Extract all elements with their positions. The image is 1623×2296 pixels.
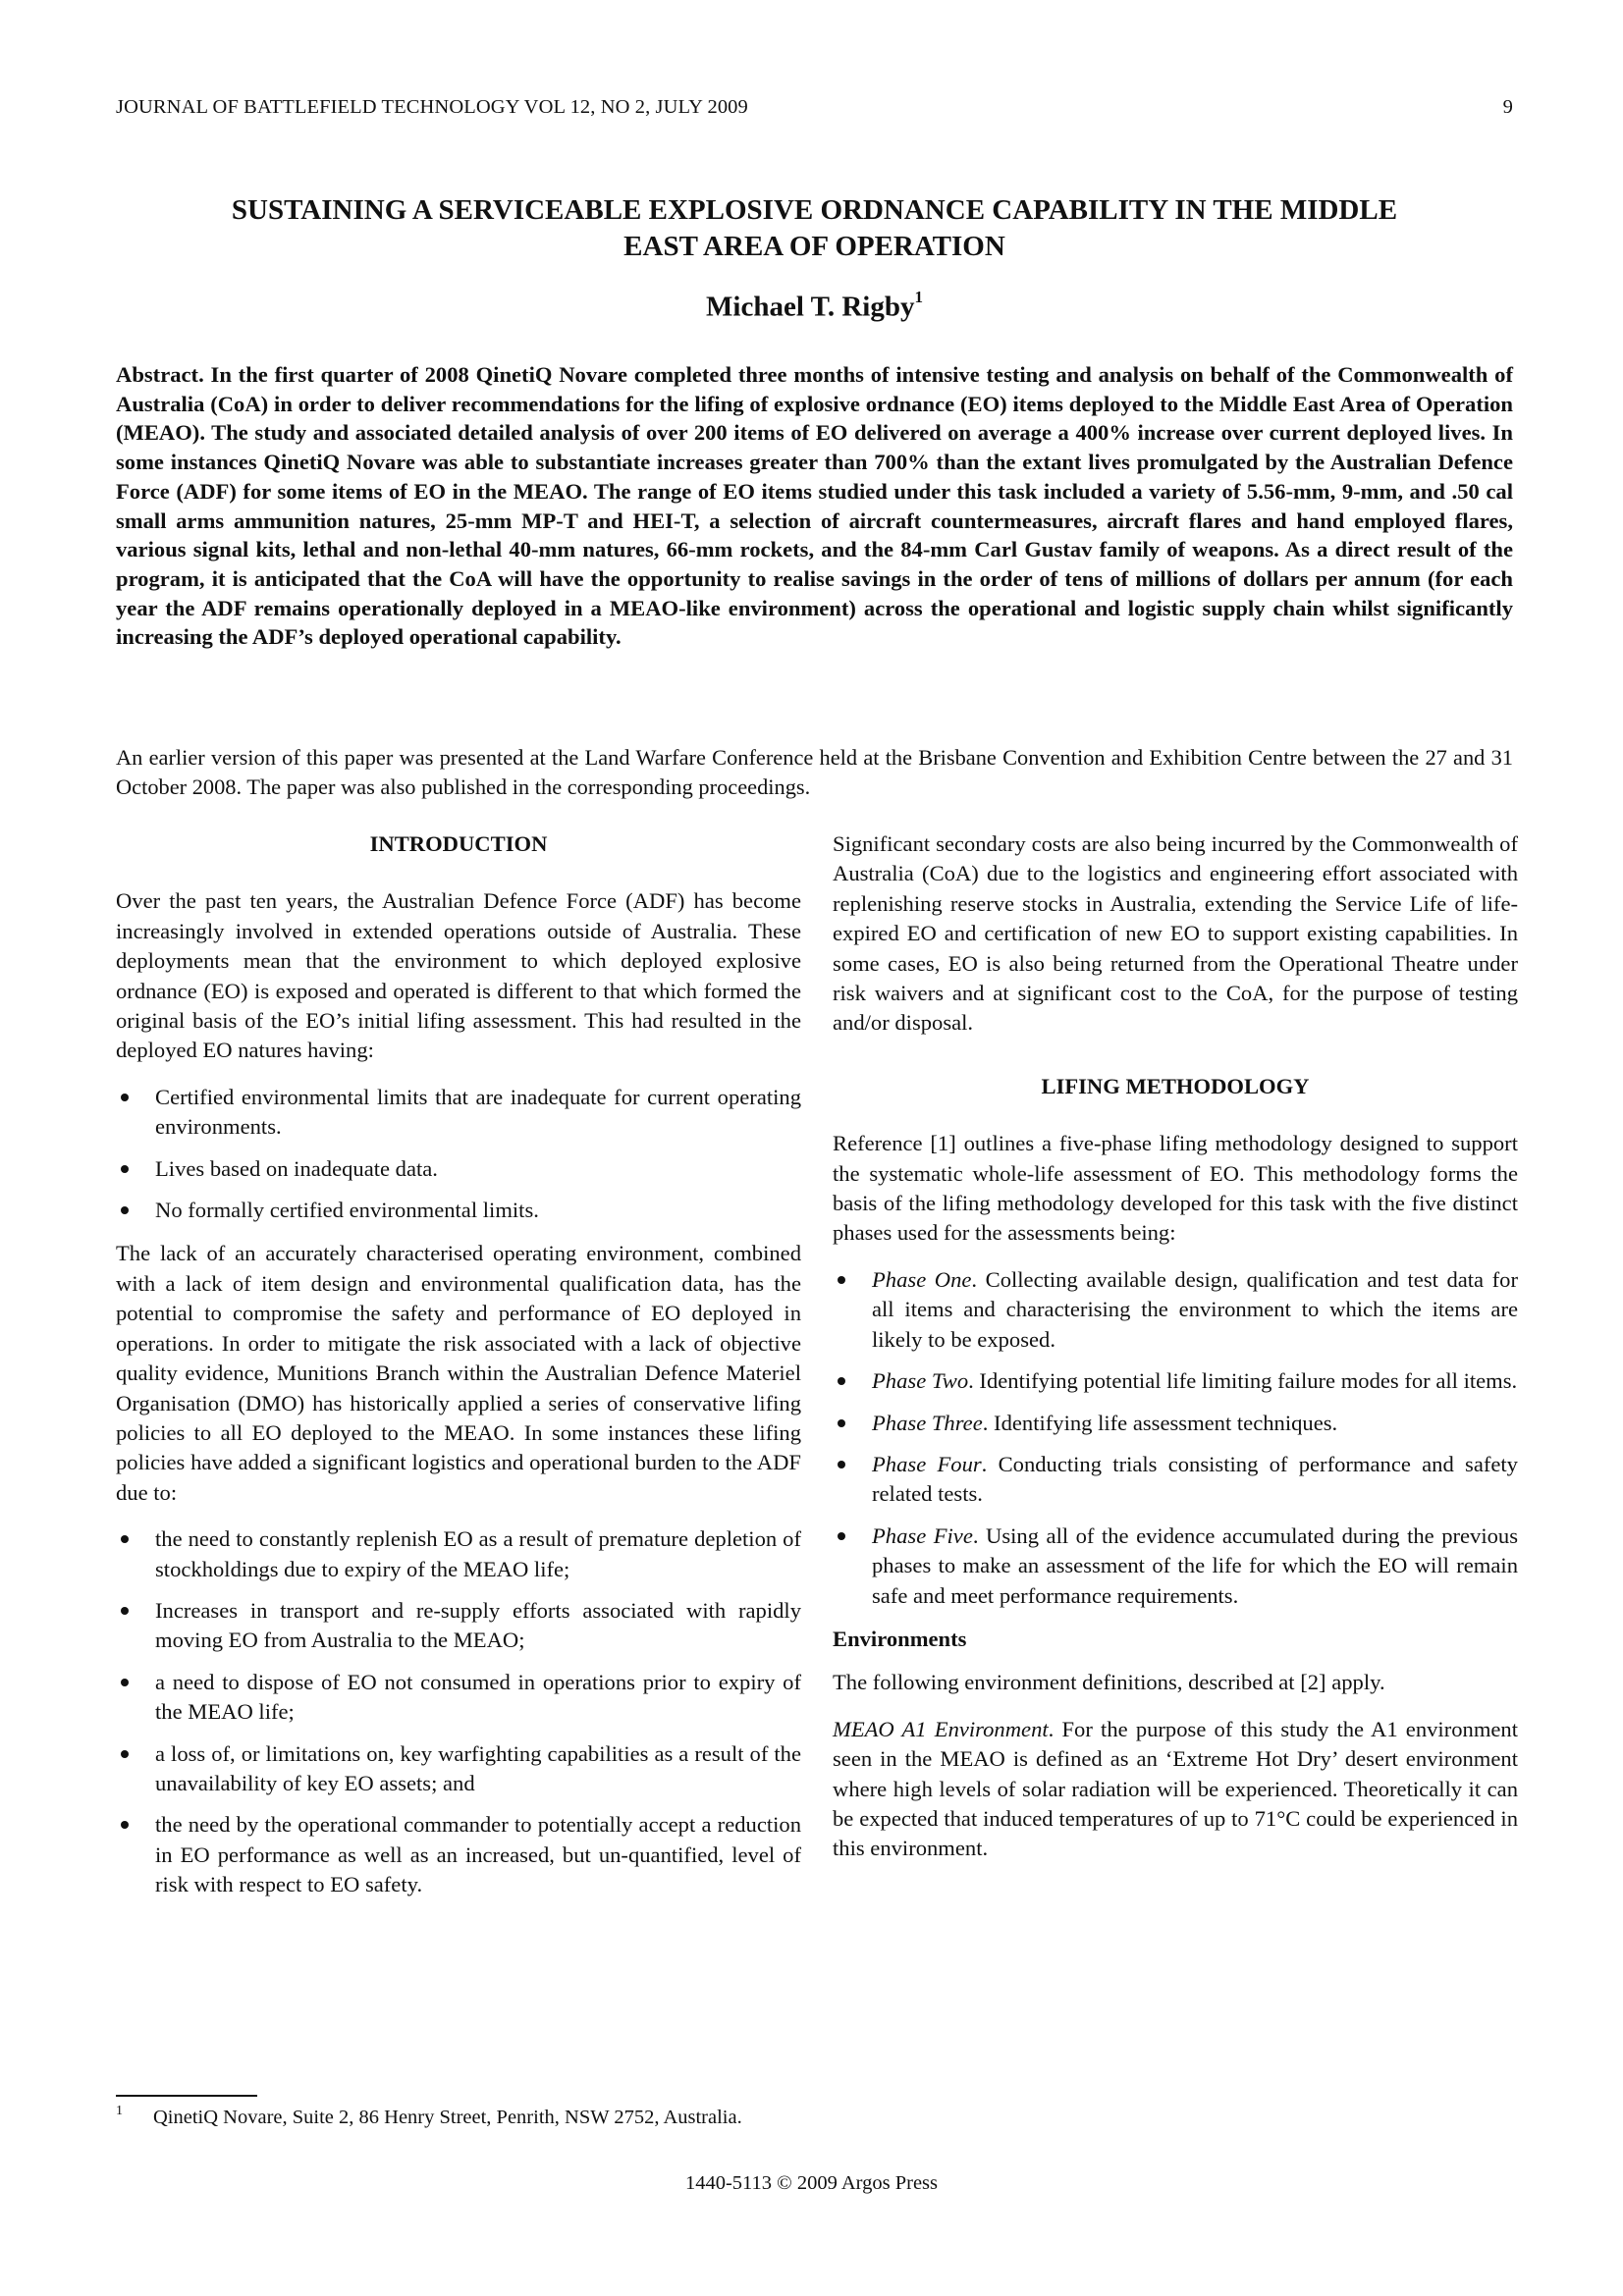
bullet-icon <box>121 1821 129 1829</box>
footnote <box>116 2104 742 2129</box>
author-name: Michael T. Rigby <box>706 291 915 323</box>
bullet-icon <box>838 1461 845 1468</box>
list-item: Increases in transport and re-supply efforts associated with rapidly moving EO from Australia to the MEAO; <box>116 1596 801 1656</box>
list-item: a loss of, or limitations on, key warfighting capabilities as a result of the unavailability of key EO assets; and <box>116 1739 801 1799</box>
environments-paragraph-1: The following environment definitions, described at [2] apply. <box>833 1670 1385 1695</box>
bullet-icon <box>121 1165 129 1173</box>
running-header <box>116 96 1513 119</box>
intro-paragraph-2: The lack of an accurately characterised operating environment, combined with a lack of item design and environmental qualification data, has the potential to compromise the safety and performance of EO deployed in operations. In order to mitigate the risk associated with a lack of objective quality evidence, Munitions Branch within the Australian Defence Materiel Organisation (DMO) has historically applied a series of conservative lifing policies to all EO deployed to the MEAO. In some instances these lifing policies have added a significant logistics and operational burden to the ADF due to: <box>116 1241 801 1505</box>
bullet-icon <box>838 1276 845 1284</box>
phase-name: Phase Five <box>872 1522 973 1548</box>
bullet-icon <box>121 1535 129 1543</box>
bullet-icon <box>121 1750 129 1758</box>
list-item: Phase Four. Conducting trials consisting of performance and safety related tests. <box>833 1450 1518 1510</box>
phase-list <box>833 1265 1518 1611</box>
bullet-icon <box>838 1377 845 1385</box>
footnote-text: QinetiQ Novare, Suite 2, 86 Henry Street, Penrith, NSW 2752, Australia. <box>153 2107 742 2128</box>
phase-name: Phase Four <box>872 1451 982 1476</box>
bullet-icon <box>121 1206 129 1214</box>
meao-a1-label: MEAO A1 Environment <box>833 1716 1049 1741</box>
abstract: Abstract. In the first quarter of 2008 QinetiQ Novare completed three months of intensive testing and analysis on behalf of the Commonwealth of Australia (CoA) in order to deliver recommendations for the lifing of explosive ordnance (EO) items deployed to the Middle East Area of Operation (MEAO). The study and associated detailed analysis of over 200 items of EO delivered on average a 400% increase over current deployed lives. In some instances QinetiQ Novare was able to substantiate increases greater than 700% than the extant lives promulgated by the Australian Defence Force (ADF) for some items of EO in the MEAO. The range of EO items studied under this task included a variety of 5.56-mm, 9-mm, and .50 cal small arms ammunition natures, 25-mm MP-T and HEI-T, a selection of aircraft countermeasures, aircraft flares and hand employed flares, various signal kits, lethal and non-lethal 40-mm natures, 66-mm rockets, and the 84-mm Carl Gustav family of weapons. As a direct result of the program, it is anticipated that the CoA will have the opportunity to realise savings in the order of tens of millions of dollars per annum (for each year the ADF remains operationally deployed in a MEAO-like environment) across the operational and logistic supply chain whilst significantly increasing the ADF’s deployed operational capability. <box>116 362 1513 650</box>
previous-version-note: An earlier version of this paper was presented at the Land Warfare Conference held at the Brisbane Convention and Exhibition Centre between the 27 and 31 October 2008. The paper was also published in the corresponding proceedings. <box>116 745 1513 800</box>
introduction-heading: INTRODUCTION <box>369 831 548 856</box>
phase-name: Phase Two <box>872 1368 969 1394</box>
author <box>116 288 1513 324</box>
list-item: Phase Three. Identifying life assessment techniques. <box>833 1409 1518 1438</box>
phase-name: Phase One <box>872 1266 972 1292</box>
list-item: Phase One. Collecting available design, qualification and test data for all items and characterising the environment to which the items are likely to be exposed. <box>833 1265 1518 1355</box>
paper-title <box>116 192 1513 265</box>
intro-paragraph-3: Significant secondary costs are also being incurred by the Commonwealth of Australia (CoA) due to the logistics and engineering effort associated with replenishing reserve stocks in Australia, extending the Service Life of life-expired EO and certification of new EO to support existing capabilities. In some cases, EO is also being returned from the Operational Theatre under risk waivers and at significant cost to the CoA, for the purpose of testing and/or disposal. <box>833 831 1518 1036</box>
title-line-2: EAST AREA OF OPERATION <box>623 231 1005 262</box>
page-number: 9 <box>1502 96 1513 118</box>
bullet-icon <box>121 1679 129 1686</box>
intro-bullet-list-2 <box>116 1524 801 1899</box>
list-item: Lives based on inadequate data. <box>116 1154 801 1184</box>
list-item: Phase Five. Using all of the evidence accumulated during the previous phases to make an assessment of the life for which the EO will remain safe and meet performance requirements. <box>833 1522 1518 1611</box>
intro-paragraph-1: Over the past ten years, the Australian Defence Force (ADF) has become increasingly involved in extended operations outside of Australia. These deployments mean that the environment to which deployed explosive ordnance (EO) is exposed and operated is different to that which formed the original basis of the EO’s initial lifing assessment. This had resulted in the deployed EO natures having: <box>116 888 801 1063</box>
footnote-mark: 1 <box>116 2104 123 2118</box>
list-item: the need by the operational commander to potentially accept a reduction in EO performance as well as an increased, but un-quantified, level of risk with respect to EO safety. <box>116 1810 801 1899</box>
title-line-1: SUSTAINING A SERVICEABLE EXPLOSIVE ORDNANCE CAPABILITY IN THE MIDDLE <box>231 194 1398 226</box>
lifing-methodology-heading: LIFING METHODOLOGY <box>1041 1073 1310 1098</box>
list-item: the need to constantly replenish EO as a result of premature depletion of stockholdings due to expiry of the MEAO life; <box>116 1524 801 1584</box>
list-item: No formally certified environmental limits. <box>116 1196 801 1225</box>
bullet-icon <box>121 1094 129 1101</box>
copyright-footer: 1440-5113 © 2009 Argos Press <box>684 2172 939 2194</box>
bullet-icon <box>838 1419 845 1427</box>
phase-name: Phase Three <box>872 1410 983 1435</box>
meao-a1-paragraph: MEAO A1 Environment. For the purpose of this study the A1 environment seen in the MEAO is defined as an ‘Extreme Hot Dry’ desert environment where high levels of solar radiation will be experienced. Theoretically it can be expected that induced temperatures of up to 71°C could be experienced in this environment. <box>833 1716 1518 1861</box>
lifing-paragraph-1: Reference [1] outlines a five-phase lifing methodology designed to support the systematic whole-life assessment of EO. This methodology forms the basis of the lifing methodology developed for this task with the five distinct phases used for the assessments being: <box>833 1131 1518 1246</box>
column-left <box>116 829 801 1914</box>
author-footnote-ref: 1 <box>914 288 923 306</box>
bullet-icon <box>838 1532 845 1540</box>
footnote-divider <box>116 2095 257 2097</box>
list-item: Phase Two. Identifying potential life limiting failure modes for all items. <box>833 1366 1518 1396</box>
journal-title: JOURNAL OF BATTLEFIELD TECHNOLOGY VOL 12, NO 2, JULY 2009 <box>116 96 748 118</box>
list-item: Certified environmental limits that are inadequate for current operating environments. <box>116 1083 801 1143</box>
column-right <box>833 829 1518 1881</box>
intro-bullet-list-1 <box>116 1083 801 1226</box>
bullet-icon <box>121 1607 129 1615</box>
list-item: a need to dispose of EO not consumed in operations prior to expiry of the MEAO life; <box>116 1668 801 1728</box>
environments-heading: Environments <box>833 1626 967 1651</box>
